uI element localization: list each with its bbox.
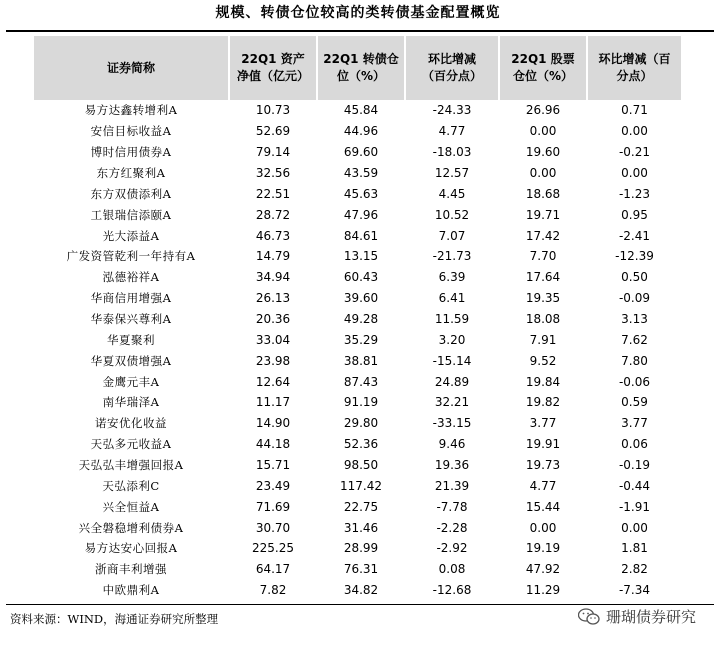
fund-name-cell: 华商信用增强A: [34, 288, 230, 309]
header-row: [34, 36, 681, 100]
fund-name-cell: 泓德裕祥A: [34, 267, 230, 288]
cb-change-cell: -21.73: [406, 246, 500, 267]
asset-cell: 12.64: [230, 371, 318, 392]
asset-cell: 28.72: [230, 204, 318, 225]
stock-position-cell: 19.60: [500, 142, 588, 163]
stock-change-cell: 3.77: [621, 416, 648, 431]
asset-cell: 23.98: [230, 350, 318, 371]
stock-position-cell: 19.19: [500, 538, 588, 559]
asset-cell: 14.90: [230, 413, 318, 434]
stock-position-cell: 11.29: [500, 580, 588, 601]
cb-position-cell: 45.84: [318, 100, 406, 121]
cb-change-cell: 4.45: [406, 183, 500, 204]
fund-name-cell: 东方红聚利A: [34, 163, 230, 184]
stock-change-cell: -0.06: [618, 374, 651, 389]
cb-change-cell: -15.14: [406, 350, 500, 371]
table-row: [34, 580, 681, 601]
asset-cell: 79.14: [230, 142, 318, 163]
header-stock-change: 环比增减（百 分点）: [588, 36, 681, 100]
source-note: 资料来源：WIND，海通证券研究所整理: [10, 612, 219, 626]
asset-cell: 11.17: [230, 392, 318, 413]
cb-position-cell: 91.19: [318, 392, 406, 413]
stock-change-cell: 7.80: [621, 353, 648, 368]
fund-name-cell: 中欧鼎利A: [34, 580, 230, 601]
cb-position-cell: 45.63: [318, 183, 406, 204]
table-row: [34, 267, 681, 288]
stock-position-cell: 0.00: [500, 163, 588, 184]
stock-change-cell: 0.06: [621, 437, 648, 452]
stock-change-cell: -0.19: [618, 458, 651, 473]
table-row: [34, 413, 681, 434]
asset-cell: 10.73: [230, 100, 318, 121]
cb-change-cell: 24.89: [406, 371, 500, 392]
fund-name-cell: 博时信用债券A: [34, 142, 230, 163]
stock-position-cell: 7.91: [500, 329, 588, 350]
cb-position-cell: 84.61: [318, 225, 406, 246]
fund-name-cell: 安信目标收益A: [34, 121, 230, 142]
cb-change-cell: -7.78: [406, 496, 500, 517]
cb-change-cell: -2.92: [406, 538, 500, 559]
stock-change-cell: 0.00: [621, 166, 648, 180]
cb-position-cell: 52.36: [318, 434, 406, 455]
asset-cell: 20.36: [230, 309, 318, 330]
cb-position-cell: 35.29: [318, 329, 406, 350]
fund-name-cell: 工银瑞信添颐A: [34, 204, 230, 225]
asset-cell: 22.51: [230, 183, 318, 204]
stock-position-cell: 18.08: [500, 309, 588, 330]
stock-change-cell: 0.71: [621, 103, 648, 118]
table-row: [34, 288, 681, 309]
stock-position-cell: 17.42: [500, 225, 588, 246]
stock-position-cell: 19.71: [500, 204, 588, 225]
stock-position-cell: 19.73: [500, 455, 588, 476]
table-row: [34, 329, 681, 350]
stock-position-cell: 7.70: [500, 246, 588, 267]
fund-name-cell: 天弘多元收益A: [34, 434, 230, 455]
cb-change-cell: 0.08: [406, 559, 500, 580]
fund-name-cell: 天弘添利C: [34, 475, 230, 496]
stock-change-cell: -12.39: [615, 249, 654, 264]
header-asset: 22Q1 资产 净值（亿元）: [230, 36, 318, 100]
cb-position-cell: 38.81: [318, 350, 406, 371]
table-row: [34, 455, 681, 476]
stock-change-cell: 3.13: [621, 312, 648, 327]
bottom-rule: [6, 604, 714, 605]
cb-position-cell: 117.42: [318, 475, 406, 496]
asset-cell: 34.94: [230, 267, 318, 288]
cb-position-cell: 47.96: [318, 204, 406, 225]
table-row: [34, 538, 681, 559]
header-stock-position: 22Q1 股票 仓位（%）: [500, 36, 588, 100]
stock-position-cell: 0.00: [500, 121, 588, 142]
header-cb-change: 环比增减 （百分点）: [406, 36, 500, 100]
fund-name-cell: 易方达鑫转增利A: [34, 100, 230, 121]
table-row: [34, 163, 681, 184]
stock-change-cell: -0.09: [618, 291, 651, 306]
cb-change-cell: 10.52: [406, 204, 500, 225]
stock-change-cell: 2.82: [621, 562, 648, 577]
asset-cell: 26.13: [230, 288, 318, 309]
fund-name-cell: 华夏聚利: [34, 329, 230, 350]
table-row: [34, 559, 681, 580]
asset-cell: 52.69: [230, 121, 318, 142]
fund-name-cell: 东方双债添利A: [34, 183, 230, 204]
table-title: 规模、转债仓位较高的类转债基金配置概览: [215, 5, 501, 21]
fund-name-cell: 诺安优化收益: [34, 413, 230, 434]
asset-cell: 7.82: [230, 580, 318, 601]
stock-position-cell: 19.35: [500, 288, 588, 309]
fund-name-cell: 光大添益A: [34, 225, 230, 246]
header-name: 证券简称: [34, 36, 230, 100]
table-row: [34, 100, 681, 121]
cb-change-cell: -18.03: [406, 142, 500, 163]
fund-name-cell: 南华瑞泽A: [34, 392, 230, 413]
stock-change-cell: -1.91: [618, 499, 651, 514]
cb-change-cell: -12.68: [406, 580, 500, 601]
stock-change-cell: 0.50: [621, 270, 648, 285]
stock-position-cell: 17.64: [500, 267, 588, 288]
cb-change-cell: -33.15: [406, 413, 500, 434]
fund-allocation-table: [34, 36, 681, 601]
cb-change-cell: 4.77: [406, 121, 500, 142]
stock-position-cell: 4.77: [500, 475, 588, 496]
cb-position-cell: 29.80: [318, 413, 406, 434]
fund-name-cell: 天弘弘丰增强回报A: [34, 455, 230, 476]
cb-change-cell: 11.59: [406, 309, 500, 330]
cb-position-cell: 76.31: [318, 559, 406, 580]
stock-change-cell: 0.59: [621, 395, 648, 410]
cb-position-cell: 98.50: [318, 455, 406, 476]
cb-position-cell: 49.28: [318, 309, 406, 330]
cb-position-cell: 28.99: [318, 538, 406, 559]
stock-change-cell: 0.95: [621, 207, 648, 222]
cb-change-cell: 6.39: [406, 267, 500, 288]
table-row: [34, 475, 681, 496]
stock-position-cell: 18.68: [500, 183, 588, 204]
cb-position-cell: 31.46: [318, 517, 406, 538]
asset-cell: 32.56: [230, 163, 318, 184]
asset-cell: 71.69: [230, 496, 318, 517]
asset-cell: 33.04: [230, 329, 318, 350]
cb-position-cell: 44.96: [318, 121, 406, 142]
fund-name-cell: 兴全恒益A: [34, 496, 230, 517]
stock-position-cell: 9.52: [500, 350, 588, 371]
stock-change-cell: -0.44: [618, 478, 651, 493]
stock-position-cell: 3.77: [500, 413, 588, 434]
table-row: [34, 309, 681, 330]
asset-cell: 44.18: [230, 434, 318, 455]
cb-change-cell: 21.39: [406, 475, 500, 496]
table-row: [34, 204, 681, 225]
fund-name-cell: 华夏双债增强A: [34, 350, 230, 371]
wechat-icon: [578, 608, 600, 626]
fund-name-cell: 广发资管乾利一年持有A: [34, 246, 230, 267]
cb-position-cell: 39.60: [318, 288, 406, 309]
asset-cell: 15.71: [230, 455, 318, 476]
header-cb-position: 22Q1 转债仓 位（%）: [318, 36, 406, 100]
fund-name-cell: 金鹰元丰A: [34, 371, 230, 392]
table-row: [34, 142, 681, 163]
cb-change-cell: 32.21: [406, 392, 500, 413]
table-row: [34, 183, 681, 204]
table-row: [34, 496, 681, 517]
table-row: [34, 350, 681, 371]
stock-position-cell: 0.00: [500, 517, 588, 538]
stock-change-cell: -2.41: [618, 228, 651, 243]
asset-cell: 225.25: [230, 538, 318, 559]
table-row: [34, 392, 681, 413]
brand-name: 珊瑚债券研究: [605, 608, 696, 626]
stock-position-cell: 47.92: [500, 559, 588, 580]
stock-change-cell: -0.21: [618, 145, 651, 160]
top-rule: [6, 30, 714, 32]
stock-position-cell: 15.44: [500, 496, 588, 517]
fund-name-cell: 兴全磐稳增利债券A: [34, 517, 230, 538]
stock-change-cell: 0.00: [621, 124, 648, 139]
asset-cell: 46.73: [230, 225, 318, 246]
stock-position-cell: 26.96: [500, 100, 588, 121]
stock-change-cell: -7.34: [618, 583, 651, 598]
asset-cell: 30.70: [230, 517, 318, 538]
fund-name-cell: 华泰保兴尊利A: [34, 309, 230, 330]
cb-change-cell: 7.07: [406, 225, 500, 246]
cb-position-cell: 22.75: [318, 496, 406, 517]
cb-change-cell: 12.57: [406, 163, 500, 184]
fund-name-cell: 易方达安心回报A: [34, 538, 230, 559]
stock-change-cell: 0.00: [621, 520, 648, 535]
table-row: [34, 371, 681, 392]
cb-position-cell: 43.59: [318, 163, 406, 184]
cb-change-cell: 19.36: [406, 455, 500, 476]
fund-name-cell: 浙商丰利增强: [34, 559, 230, 580]
cb-change-cell: 6.41: [406, 288, 500, 309]
cb-change-cell: 9.46: [406, 434, 500, 455]
table-row: [34, 517, 681, 538]
stock-position-cell: 19.84: [500, 371, 588, 392]
asset-cell: 64.17: [230, 559, 318, 580]
cb-position-cell: 87.43: [318, 371, 406, 392]
stock-position-cell: 19.91: [500, 434, 588, 455]
table-row: [34, 121, 681, 142]
cb-position-cell: 34.82: [318, 580, 406, 601]
stock-change-cell: 7.62: [621, 332, 648, 347]
stock-position-cell: 19.82: [500, 392, 588, 413]
cb-change-cell: -24.33: [406, 100, 500, 121]
brand-watermark: [578, 606, 696, 627]
cb-position-cell: 13.15: [318, 246, 406, 267]
cb-change-cell: -2.28: [406, 517, 500, 538]
table-row: [34, 434, 681, 455]
asset-cell: 14.79: [230, 246, 318, 267]
table-row: [34, 225, 681, 246]
stock-change-cell: -1.23: [618, 186, 651, 201]
cb-position-cell: 69.60: [318, 142, 406, 163]
cb-change-cell: 3.20: [406, 329, 500, 350]
table-row: [34, 246, 681, 267]
stock-change-cell: 1.81: [621, 541, 648, 556]
cb-position-cell: 60.43: [318, 267, 406, 288]
asset-cell: 23.49: [230, 475, 318, 496]
